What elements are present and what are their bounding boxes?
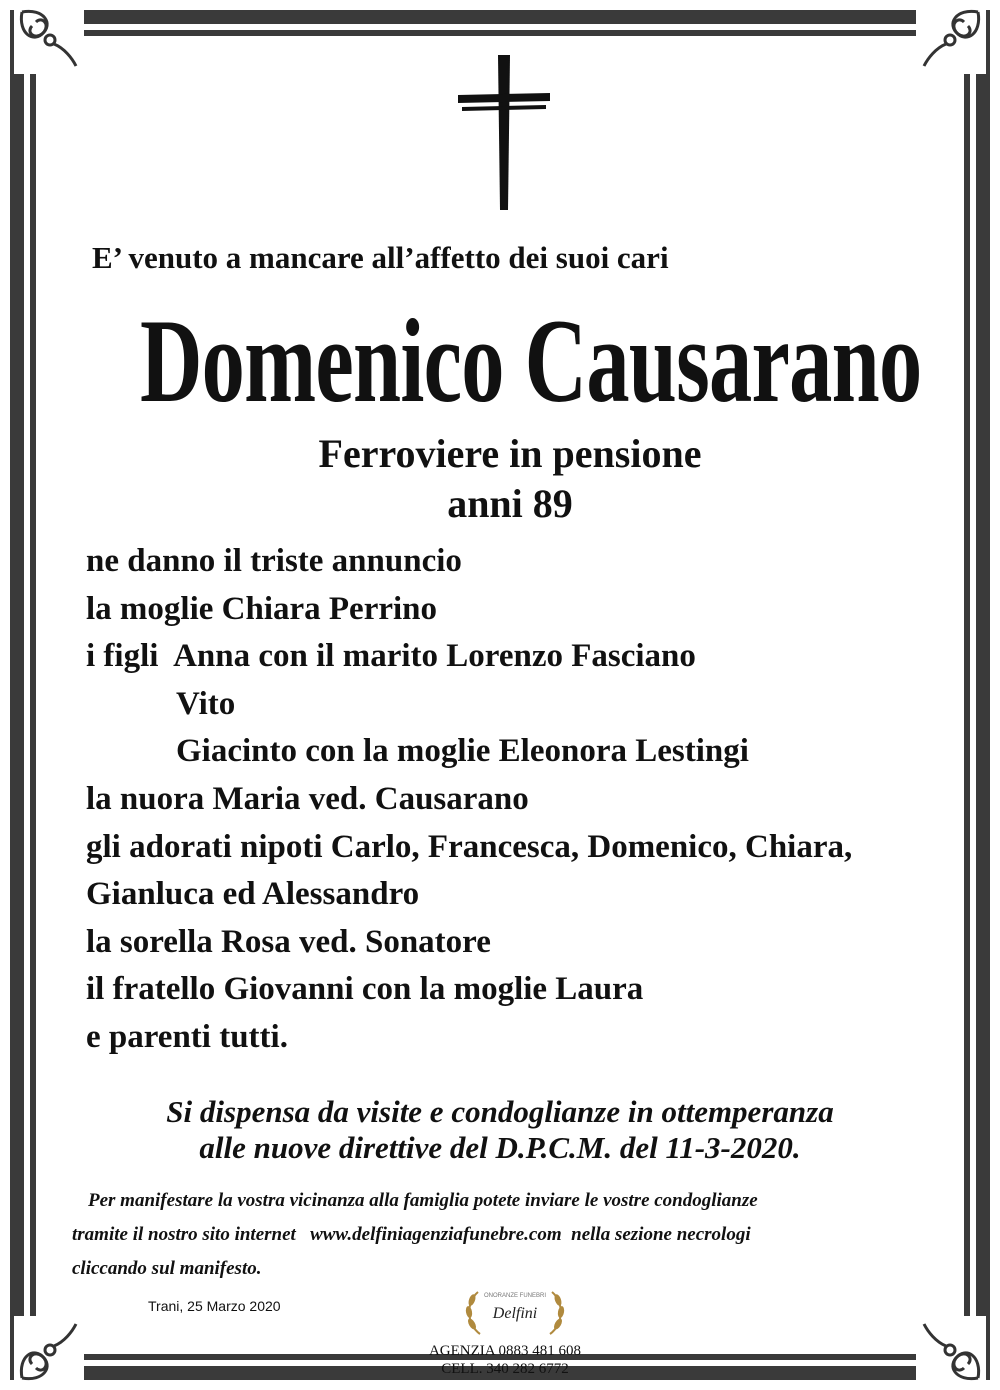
message-line: Per manifestare la vostra vicinanza alla famiglia potete inviare le vostre condoglianze (88, 1190, 758, 1211)
message-line: cliccando sul manifesto. (72, 1258, 262, 1279)
corner-ornament-icon (14, 4, 84, 74)
logo-subtitle: ONORANZE FUNEBRI (483, 1293, 547, 1299)
agency-phone: AGENZIA 0883 481 608 (428, 1343, 582, 1359)
mourners-list (86, 538, 852, 1062)
mourner-line: la moglie Chiara Perrino (86, 590, 438, 627)
cross-icon (458, 55, 550, 210)
condolence-message (72, 1184, 758, 1286)
mourner-line: gli adorati nipoti Carlo, Francesca, Domenico, Chiara, (86, 828, 853, 865)
notice-line: alle nuove direttive del D.P.C.M. del 11-3-2020. (199, 1130, 801, 1165)
message-line: tramite il nostro sito internet www.delfiniagenziafunebre.com nella sezione necrologi (72, 1224, 751, 1245)
laurel-icon (460, 1284, 570, 1340)
mourner-line: la nuora Maria ved. Causarano (86, 780, 529, 817)
notice-line: Si dispensa da visite e condoglianze in ottemperanza (166, 1094, 834, 1129)
age: anni 89 (447, 481, 573, 526)
mourner-line: ne danno il triste annuncio (86, 543, 462, 579)
place-date: Trani, 25 Marzo 2020 (148, 1298, 281, 1314)
corner-ornament-icon (916, 1316, 986, 1386)
agency-mobile: CELL. 340 282 6772 (441, 1361, 569, 1377)
agency-contacts (400, 1342, 610, 1378)
corner-ornament-icon (916, 4, 986, 74)
mourner-line: la sorella Rosa ved. Sonatore (86, 923, 491, 960)
intro-text: E’ venuto a mancare all’affetto dei suoi cari (92, 240, 669, 275)
corner-ornament-icon (14, 1316, 84, 1386)
logo-name: Delfini (492, 1305, 538, 1322)
mourner-line: Vito (176, 685, 236, 722)
dispensation-notice (0, 1094, 1000, 1166)
mourner-line: il fratello Giovanni con la moglie Laura (86, 971, 644, 1008)
deceased-name: Domenico Causarano (140, 294, 922, 427)
mourner-line: i figli Anna con il marito Lorenzo Fasciano (86, 638, 696, 675)
mourner-line: Giacinto con la moglie Eleonora Lestingi (176, 733, 749, 770)
profession: Ferroviere in pensione (318, 431, 702, 476)
mourner-line: e parenti tutti. (86, 1018, 288, 1055)
agency-logo (460, 1284, 570, 1340)
mourner-line: Gianluca ed Alessandro (86, 876, 420, 913)
